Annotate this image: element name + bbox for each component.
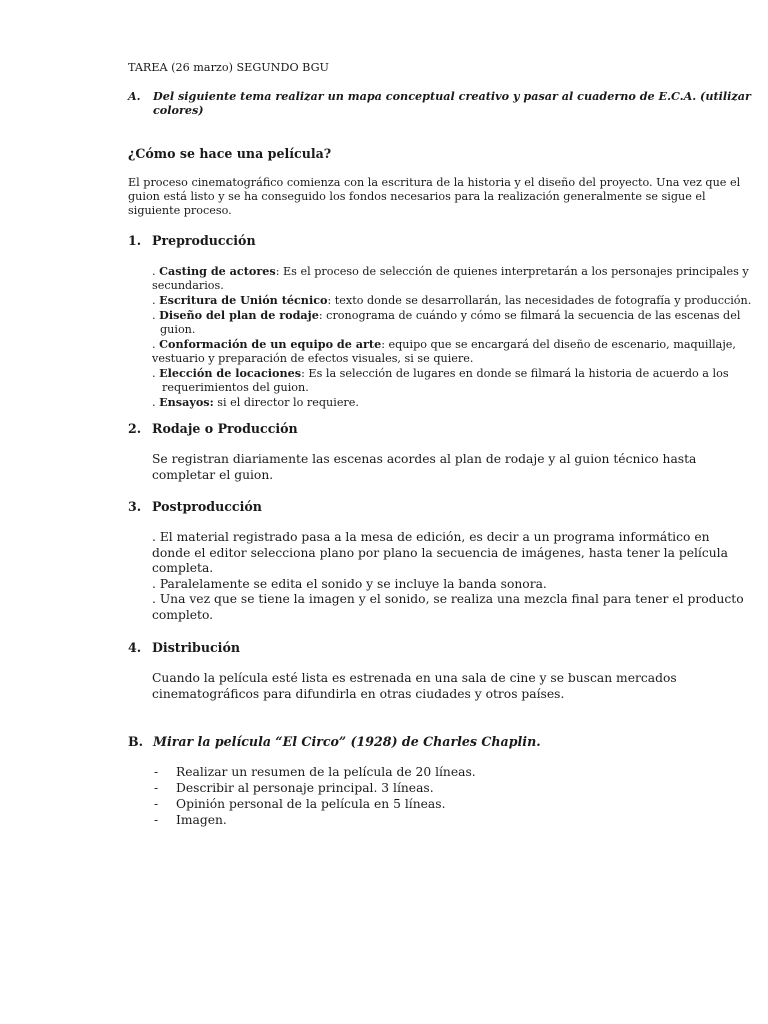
body-line: . Paralelamente se edita el sonido y se incluye la banda sonora. xyxy=(152,576,547,591)
body-line: . Una vez que se tiene la imagen y el sonido, se realiza una mezcla final para tener el producto xyxy=(152,592,744,606)
task-b-item: Realizar un resumen de la película de 20 líneas. xyxy=(176,765,476,779)
body-line: Se registran diariamente las escenas acordes al plan de rodaje y al guion técnico hasta xyxy=(152,452,697,466)
intro-paragraph xyxy=(128,176,740,218)
intro-line: guion está listo y se ha conseguido los fondos necesarios para la realización generalmente se sigue el xyxy=(128,190,706,203)
section-2-number: 2. xyxy=(128,421,142,436)
task-a-line-2: colores) xyxy=(153,103,204,117)
body-line: Cuando la película esté lista es estrenada en una sala de cine y se buscan mercados xyxy=(152,671,677,685)
task-b-dash: - xyxy=(154,781,159,795)
body-line: cinematográficos para difundirla en otras ciudades y otros países. xyxy=(152,686,565,701)
task-b-item: Opinión personal de la película en 5 líneas. xyxy=(176,797,446,811)
intro-line: El proceso cinematográfico comienza con la escritura de la historia y el diseño del proyecto. Una vez que el xyxy=(128,176,741,189)
intro-line: siguiente proceso. xyxy=(128,204,232,217)
section-2-title: Rodaje o Producción xyxy=(152,421,298,436)
section-3-number: 3. xyxy=(128,499,142,514)
preproduction-list xyxy=(152,264,751,410)
list-item: . Conformación de un equipo de arte: equipo que se encargará del diseño de escenario, maquillaje, xyxy=(152,337,736,351)
task-a-line-1: Del siguiente tema realizar un mapa conceptual creativo y pasar al cuaderno de E.C.A. (utilizar xyxy=(153,89,751,103)
section-2-body xyxy=(152,452,696,483)
section-1-number: 1. xyxy=(128,233,142,248)
list-item: . Escritura de Unión técnico: texto donde se desarrollarán, las necesidades de fotografía y producción. xyxy=(152,293,752,307)
assignment-header: TAREA (26 marzo) SEGUNDO BGU xyxy=(128,61,329,74)
section-4-title: Distribución xyxy=(152,640,241,655)
body-line: donde el editor selecciona plano por plano la secuencia de imágenes, hasta tener la película xyxy=(152,545,728,560)
list-item-continuation: secundarios. xyxy=(152,279,224,292)
body-line: completa. xyxy=(152,561,214,575)
task-b-item: Describir al personaje principal. 3 líneas. xyxy=(176,781,434,795)
section-4-number: 4. xyxy=(128,640,142,655)
task-a-marker: A. xyxy=(128,89,141,103)
list-item: . Elección de locaciones: Es la selección de lugares en donde se filmará la historia de acuerdo a los xyxy=(152,366,729,380)
task-b-dash: - xyxy=(154,797,159,811)
section-4-body xyxy=(152,671,677,702)
list-item: . Diseño del plan de rodaje: cronograma de cuándo y cómo se filmará la secuencia de las escenas del xyxy=(152,308,741,322)
task-b-marker: B. xyxy=(128,734,144,749)
list-item-continuation: requerimientos del guion. xyxy=(162,381,309,394)
body-line: completo. xyxy=(152,607,214,622)
body-line: . El material registrado pasa a la mesa de edición, es decir a un programa informático en xyxy=(152,530,710,544)
list-item-continuation: vestuario y preparación de efectos visuales, si se quiere. xyxy=(152,352,474,365)
list-item-continuation: guion. xyxy=(160,323,196,336)
section-3-body xyxy=(152,530,744,623)
task-b-title: Mirar la película “El Circo” (1928) de Charles Chaplin. xyxy=(153,734,541,749)
task-b-item: Imagen. xyxy=(176,813,227,827)
list-item: . Ensayos: si el director lo requiere. xyxy=(152,395,359,409)
task-b-dash: - xyxy=(154,765,159,779)
list-item: . Casting de actores: Es el proceso de selección de quienes interpretarán a los personajes principales y xyxy=(152,264,749,278)
body-line: completar el guion. xyxy=(152,467,274,482)
task-b-dash: - xyxy=(154,813,159,827)
section-3-title: Postproducción xyxy=(152,499,262,514)
section-1-title: Preproducción xyxy=(152,233,256,248)
main-question-heading: ¿Cómo se hace una película? xyxy=(128,146,332,161)
